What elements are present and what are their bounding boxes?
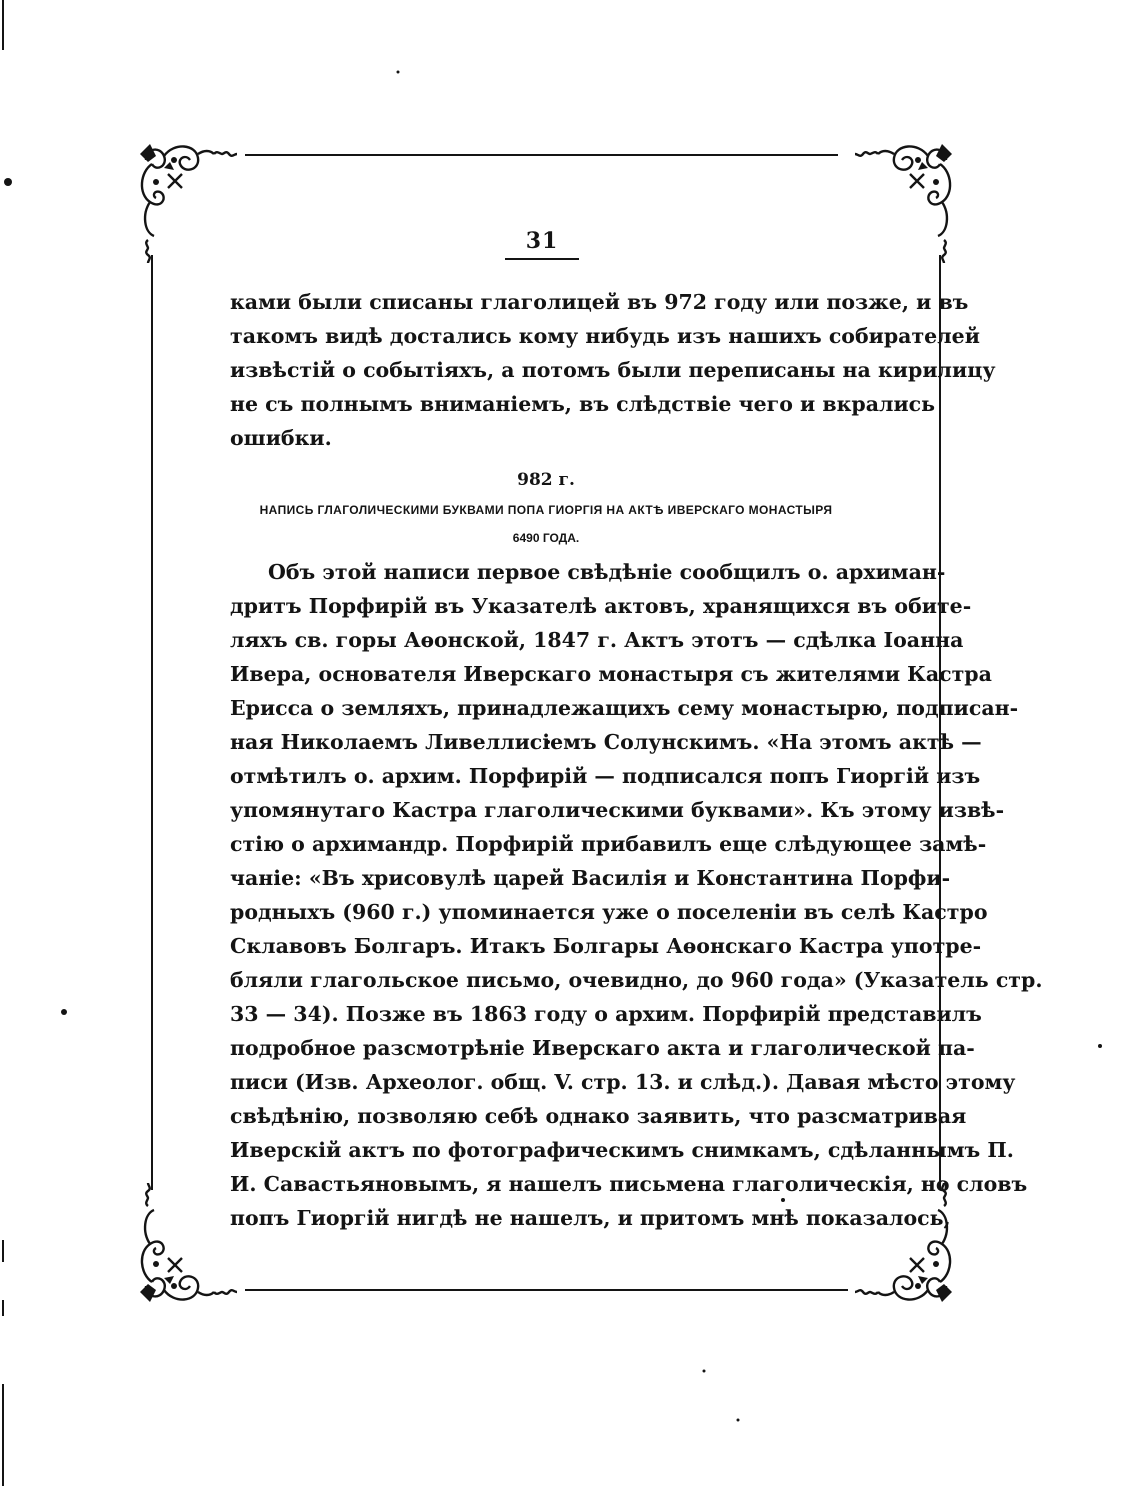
text-line: 33 — 34). Позже въ 1863 году о архим. Порфирій представилъ <box>230 1002 982 1026</box>
text-line: родныхъ (960 г.) упоминается уже о поселеніи въ селѣ Кастро <box>230 900 988 924</box>
corner-ornament-bottom-left <box>140 1183 237 1302</box>
corner-ornament-top-right <box>855 144 952 263</box>
text-line: И. Савастьяновымъ, я нашелъ письмена глаголическія, но словъ <box>230 1172 1028 1196</box>
page-number: 31 <box>505 228 579 260</box>
intro-paragraph <box>230 285 996 455</box>
text-line: Ивера, основателя Иверскаго монастыря съ жителями Кастра <box>230 662 992 686</box>
text-line: ная Николаемъ Ливеллисіемъ Солунскимъ. «На этомъ актѣ — <box>230 730 982 754</box>
text-line: такомъ видѣ достались кому нибудь изъ нашихъ собирателей <box>230 324 980 348</box>
text-line: чаніе: «Въ хрисовулѣ царей Василія и Константина Порфи- <box>230 866 951 890</box>
text-line: попъ Гиоргій нигдѣ не нашелъ, и притомъ мнѣ показалось, <box>230 1206 951 1230</box>
corner-ornament-top-left <box>140 144 237 263</box>
page-body <box>230 285 1043 1235</box>
text-line: писи (Изв. Археолог. общ. V. стр. 13. и слѣд.). Давая мѣсто этому <box>230 1070 1016 1094</box>
text-line: отмѣтилъ о. архим. Порфирій — подписался попъ Гиоргій изъ <box>230 764 981 788</box>
section-heading-continued: 6490 ГОДА. <box>512 531 580 545</box>
text-line: дритъ Порфирій въ Указателѣ актовъ, хранящихся въ обите- <box>230 594 972 618</box>
text-line: ляхъ св. горы Аѳонской, 1847 г. Актъ этотъ — сдѣлка Іоанна <box>230 628 964 652</box>
text-line: Иверскій актъ по фотографическимъ снимкамъ, сдѣланнымъ П. <box>230 1138 1014 1162</box>
section-year: 982 г. <box>517 470 575 490</box>
text-line: ками были списаны глаголицей въ 972 году или позже, и въ <box>230 290 969 314</box>
text-line: упомянутаго Кастра глаголическими буквами». Къ этому извѣ- <box>230 798 1005 822</box>
text-line: ошибки. <box>230 426 332 450</box>
corner-ornament-bottom-right <box>855 1183 952 1302</box>
section-heading: НАПИСЬ ГЛАГОЛИЧЕСКИМИ БУКВАМИ ПОПА ГИОРГІЯ НА АКТѢ ИВЕРСКАГО МОНАСТЫРЯ <box>259 503 833 517</box>
text-line: стію о архимандр. Порфирій прибавилъ еще слѣдующее замѣ- <box>230 832 987 856</box>
text-line: свѣдѣнію, позволяю себѣ однако заявить, что разсматривая <box>230 1104 967 1128</box>
text-line: бляли глагольское письмо, очевидно, до 960 года» (Указатель стр. <box>230 968 1043 992</box>
text-line: извѣстій о событіяхъ, а потомъ были переписаны на кирилицу <box>230 358 996 382</box>
text-line: подробное разсмотрѣніе Иверскаго акта и глаголической па- <box>230 1036 975 1060</box>
text-line: не съ полнымъ вниманіемъ, въ слѣдствіе чего и вкрались <box>230 392 936 416</box>
text-line: Объ этой написи первое свѣдѣніе сообщилъ о. архиман- <box>268 560 946 584</box>
text-line: Ерисса о земляхъ, принадлежащихъ сему монастырю, подписан- <box>230 696 1019 720</box>
text-line: Склавовъ Болгаръ. Итакъ Болгары Аѳонскаго Кастра употре- <box>230 934 982 958</box>
body-paragraph <box>230 555 1043 1235</box>
